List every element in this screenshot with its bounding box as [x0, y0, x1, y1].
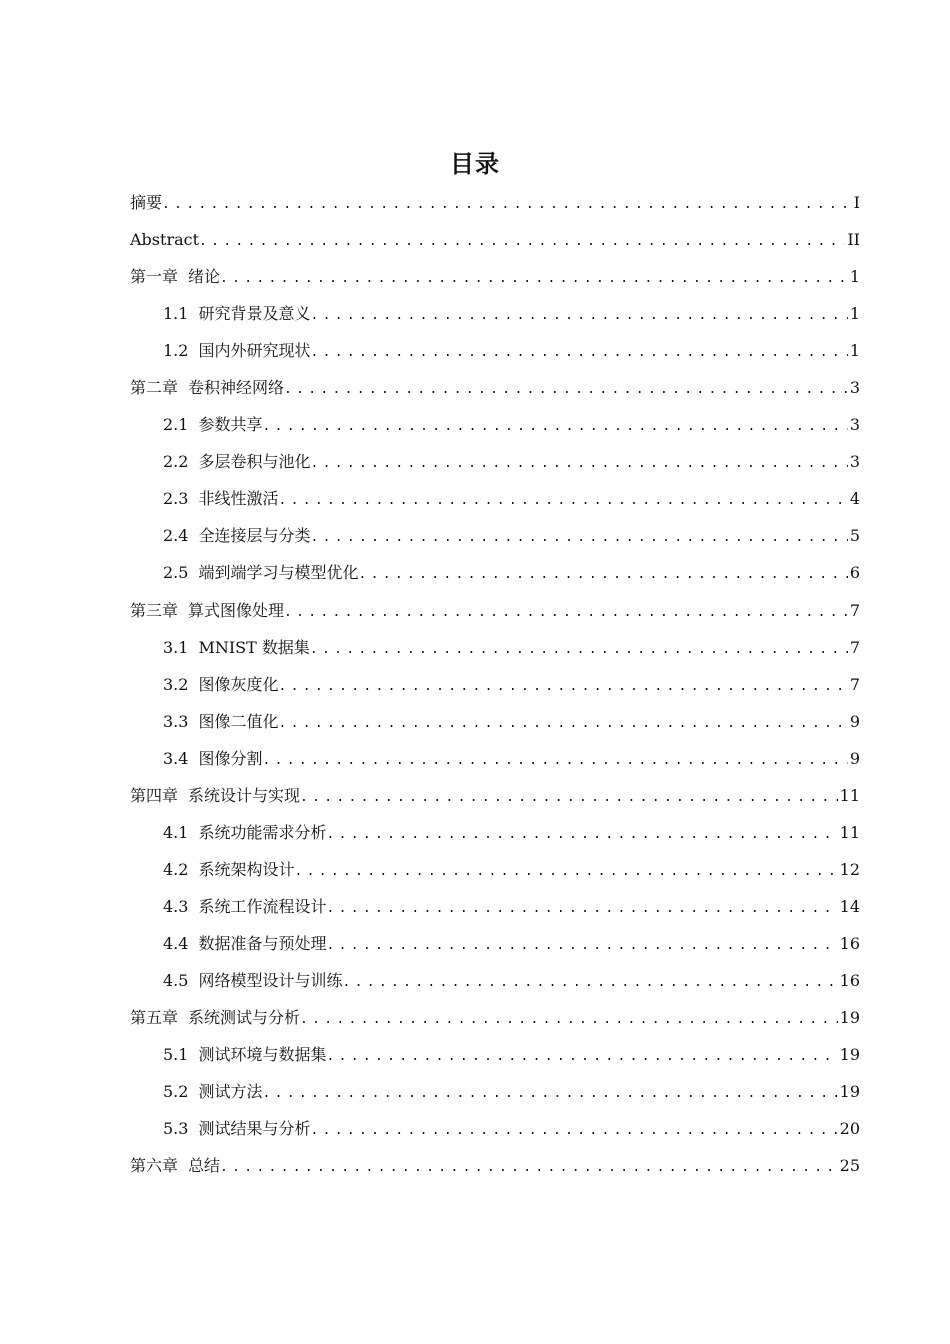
toc-leader-dots	[278, 671, 847, 703]
toc-entry-number: 2.5	[163, 563, 189, 583]
toc-title: 目录	[450, 150, 500, 178]
toc-leader-dots	[278, 485, 847, 517]
toc-entry[interactable]	[130, 965, 860, 1002]
toc-leader-dots	[162, 189, 852, 221]
toc-leader-dots	[199, 226, 845, 258]
toc-entry[interactable]	[130, 1150, 860, 1187]
toc-entry-title: Abstract	[130, 230, 200, 250]
toc-entry-page: 19	[839, 1008, 860, 1028]
toc-entry-page: 14	[839, 896, 860, 916]
toc-entry[interactable]	[130, 743, 860, 780]
toc-entry-page: 3	[849, 378, 860, 398]
toc-entry-title: 图像灰度化	[198, 674, 279, 694]
toc-leader-dots	[310, 300, 847, 332]
toc-entry[interactable]	[130, 780, 860, 817]
toc-entry-number: 2.1	[163, 415, 189, 435]
toc-entry-number: 4.3	[163, 896, 189, 916]
toc-leader-dots	[300, 782, 838, 814]
toc-entry-number: 5.1	[163, 1045, 189, 1065]
toc-entry-title: 卷积神经网络	[188, 378, 285, 398]
toc-entry-number: 第二章	[130, 378, 179, 398]
toc-entry-title: MNIST 数据集	[198, 637, 310, 657]
toc-entry-page: 12	[839, 859, 860, 879]
toc-entry-title: 图像二值化	[198, 711, 279, 731]
toc-entry-number: 第四章	[130, 785, 179, 805]
toc-entry[interactable]	[130, 1002, 860, 1039]
toc-leader-dots	[310, 634, 848, 666]
toc-entry-title: 国内外研究现状	[198, 341, 311, 361]
toc-entry[interactable]	[130, 187, 860, 224]
toc-entry-number: 第一章	[130, 267, 179, 287]
toc-entry-page: 7	[849, 637, 860, 657]
toc-entry-title: 测试环境与数据集	[198, 1045, 327, 1065]
toc-entry-number: 第五章	[130, 1008, 179, 1028]
toc-leader-dots	[284, 597, 848, 629]
toc-entry-number: 3.4	[163, 748, 189, 768]
toc-entry-page: 25	[839, 1156, 860, 1176]
toc-entry[interactable]	[130, 1076, 860, 1113]
toc-entry-page: II	[847, 230, 860, 250]
toc-entry[interactable]	[130, 632, 860, 669]
toc-entry-title: 系统功能需求分析	[198, 822, 327, 842]
toc-entry-number: 2.2	[163, 452, 189, 472]
toc-leader-dots	[262, 1078, 837, 1110]
toc-entry-number: 第三章	[130, 600, 179, 620]
toc-entry[interactable]	[130, 261, 860, 298]
toc-leader-dots	[326, 1041, 837, 1073]
toc-leader-dots	[294, 856, 837, 888]
toc-entry-title: 测试方法	[198, 1082, 263, 1102]
toc-entry-title: 系统架构设计	[198, 859, 295, 879]
toc-entry-page: 6	[849, 563, 860, 583]
toc-leader-dots	[220, 1152, 838, 1184]
toc-entry-title: 图像分割	[198, 748, 263, 768]
toc-entry-page: 9	[849, 711, 860, 731]
toc-entry-title: 摘要	[130, 193, 163, 212]
toc-entry-page: 1	[849, 304, 860, 324]
toc-leader-dots	[342, 967, 837, 999]
toc-leader-dots	[310, 1115, 837, 1147]
toc-entry-title: 全连接层与分类	[198, 526, 311, 546]
toc-entry-page: 16	[839, 970, 860, 990]
toc-entry-title: 数据准备与预处理	[198, 933, 327, 953]
toc-entry-number: 3.2	[163, 674, 189, 694]
toc-entry-page: 11	[839, 785, 860, 805]
toc-entry-title: 非线性激活	[198, 489, 279, 509]
toc-leader-dots	[300, 1004, 838, 1036]
toc-entry-number: 4.2	[163, 859, 189, 879]
toc-leader-dots	[326, 893, 837, 925]
toc-entry-page: 3	[849, 452, 860, 472]
toc-entry-title: 端到端学习与模型优化	[198, 563, 359, 583]
toc-entry-title: 系统工作流程设计	[198, 896, 327, 916]
toc-leader-dots	[220, 263, 848, 295]
toc-leader-dots	[326, 819, 837, 851]
toc-entry-page: 11	[839, 822, 860, 842]
toc-entry-number: 5.3	[163, 1119, 189, 1139]
toc-entry-page: 19	[839, 1082, 860, 1102]
toc-entry[interactable]	[130, 1113, 860, 1150]
toc-entry-page: 1	[849, 341, 860, 361]
toc-entry-number: 1.1	[163, 304, 189, 324]
toc-entry-number: 5.2	[163, 1082, 189, 1102]
toc-entry-title: 测试结果与分析	[198, 1119, 311, 1139]
toc-entry[interactable]	[130, 854, 860, 891]
toc-entry-number: 1.2	[163, 341, 189, 361]
toc-entry-number: 2.4	[163, 526, 189, 546]
toc-entry-page: 7	[849, 600, 860, 620]
toc-leader-dots	[310, 337, 847, 369]
toc-entry-page: 16	[839, 933, 860, 953]
toc-leader-dots	[284, 374, 848, 406]
toc-entry[interactable]	[130, 928, 860, 965]
toc-leader-dots	[278, 708, 847, 740]
toc-leader-dots	[326, 930, 837, 962]
toc-leader-dots	[358, 559, 847, 591]
toc-entry-title: 系统测试与分析	[188, 1008, 301, 1028]
toc-entry-number: 3.3	[163, 711, 189, 731]
toc-entry[interactable]	[130, 669, 860, 706]
toc-entry-title: 参数共享	[198, 415, 263, 435]
toc-entry-page: 1	[849, 267, 860, 287]
toc-entry-number: 3.1	[163, 637, 189, 657]
toc-entry-title: 绪论	[188, 267, 221, 287]
toc-entry-number: 4.4	[163, 933, 189, 953]
toc-entry-number: 2.3	[163, 489, 189, 509]
toc-entry-page: 20	[839, 1119, 860, 1139]
toc-entry[interactable]	[130, 298, 860, 335]
toc-entry[interactable]	[130, 372, 860, 409]
toc-entry-title: 系统设计与实现	[188, 785, 301, 805]
toc-entry[interactable]	[130, 891, 860, 928]
toc-entry-title: 网络模型设计与训练	[198, 970, 343, 990]
toc-entry-page: 5	[849, 526, 860, 546]
toc-entry[interactable]	[130, 409, 860, 446]
toc-entry-page: 19	[839, 1045, 860, 1065]
toc-entry-page: 7	[849, 674, 860, 694]
toc-entry-page: 4	[849, 489, 860, 509]
toc-entry-title: 多层卷积与池化	[198, 452, 311, 472]
toc-entry[interactable]	[130, 520, 860, 557]
toc-entry-number: 4.1	[163, 822, 189, 842]
toc-entry-title: 研究背景及意义	[198, 304, 311, 324]
toc-entry-page: 3	[849, 415, 860, 435]
toc-entry-number: 4.5	[163, 970, 189, 990]
toc-entry[interactable]	[130, 224, 860, 261]
toc-entry-number: 第六章	[130, 1156, 179, 1176]
toc-entry-page: I	[853, 193, 860, 212]
toc-leader-dots	[310, 522, 847, 554]
toc-entry[interactable]	[130, 446, 860, 483]
toc-entry-page: 9	[849, 748, 860, 768]
toc-entry[interactable]	[130, 1039, 860, 1076]
toc-list	[130, 187, 860, 1187]
toc-entry[interactable]	[130, 483, 860, 520]
toc-leader-dots	[310, 448, 847, 480]
toc-entry[interactable]	[130, 335, 860, 372]
toc-entry[interactable]	[130, 817, 860, 854]
toc-leader-dots	[262, 411, 847, 443]
toc-entry[interactable]	[130, 706, 860, 743]
toc-entry[interactable]	[130, 557, 860, 594]
toc-entry[interactable]	[130, 595, 860, 632]
toc-entry-title: 算式图像处理	[188, 600, 285, 620]
toc-leader-dots	[262, 745, 847, 777]
toc-entry-title: 总结	[188, 1156, 221, 1176]
